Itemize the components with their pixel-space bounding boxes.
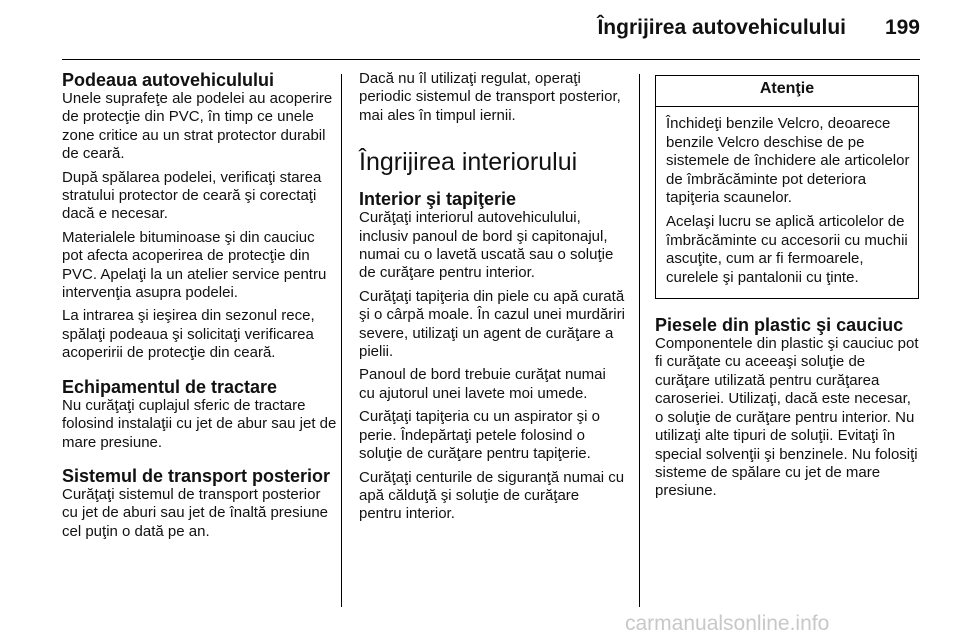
section-title: Podeaua autovehiculului — [62, 70, 275, 90]
column-middle — [359, 70, 625, 529]
warning-title: Atenţie — [656, 76, 918, 107]
paragraph: După spălarea podelei, verificaţi starea stratului protector de ceară şi corectaţi dacă e necesar. — [62, 168, 322, 223]
column-divider-1 — [341, 74, 342, 607]
column-left — [62, 70, 338, 555]
section-towing-equipment — [62, 377, 338, 452]
section-rear-carrier — [62, 466, 338, 541]
paragraph: Curăţaţi interiorul autovehiculului, inclusiv panoul de bord şi capitonajul, numai cu o lavetă uscată sau o soluţie de curăţare pentru interior. — [359, 209, 614, 282]
running-title: Îngrijirea autovehiculului — [597, 16, 846, 39]
warning-box — [655, 75, 919, 299]
paragraph: Curăţaţi sistemul de transport posterior cu jet de aburi sau jet de înaltă presiune cel puţin o dată pe an. — [62, 485, 329, 540]
paragraph: Nu curăţaţi cuplajul sferic de tractare folosind instalaţii cu jet de abur sau jet de mare presiune. — [62, 396, 337, 451]
paragraph: La intrarea şi ieşirea din sezonul rece, spălaţi podeaua şi solicitaţi verificarea acoperirii de protecţie din ceară. — [62, 307, 315, 362]
section-title: Interior şi tapiţerie — [359, 189, 517, 210]
paragraph: Materialele bituminoase şi din cauciuc pot afecta acoperirea de protecţie din PVC. Apelaţi la un atelier service pentru intervenţia asupra podelei. — [62, 228, 327, 302]
paragraph: Curăţaţi tapiţeria din piele cu apă curată şi o cârpă moale. În cazul unei murdăriri severe, utilizaţi un agent de curăţare a pielii. — [359, 287, 625, 361]
column-right — [655, 75, 920, 515]
paragraph: Curăţaţi centurile de siguranţă numai cu apă călduţă şi soluţie de curăţare pentru interior. — [359, 468, 625, 523]
page-number: 199 — [884, 16, 920, 39]
paragraph: Unele suprafeţe ale podelei au acoperire de protecţie din PVC, în timp ce unele zone critice au un strat protector durabil de ceară. — [62, 90, 333, 163]
header-divider — [62, 59, 920, 60]
warning-paragraph: Închideţi benzile Velcro, deoarece benzile Velcro deschise de pe sistemele de închidere ale articolelor de îmbrăcăminte pot deteriora tapiţeria scaunelor. — [666, 115, 910, 207]
paragraph: Dacă nu îl utilizaţi regulat, operaţi periodic sistemul de transport posterior, mai ales în timpul iernii. — [359, 70, 621, 124]
warning-paragraph: Acelaşi lucru se aplică articolelor de îmbrăcăminte cu accesorii cu muchii ascuţite, cum ar fi fermoarele, curelele şi pantalonii cu ţinte. — [666, 213, 908, 286]
column-divider-2 — [639, 74, 640, 607]
paragraph: Panoul de bord trebuie curăţat numai cu ajutorul unei lavete moi umede. — [359, 366, 606, 402]
paragraph: Componentele din plastic şi cauciuc pot fi curăţate cu aceeaşi soluţie de curăţare utilizată pentru curăţarea caroseriei. Utilizaţi, dacă este necesar, o soluţie de curăţare pentru interior. Nu utilizaţi alte tipuri de soluţii. Evitaţi în special solvenţii şi benzinele. Nu folosiţi sisteme de spălare cu jet de mare presiune. — [655, 335, 919, 500]
watermark: carmanualsonline.info — [625, 612, 830, 635]
section-title: Sistemul de transport posterior — [62, 465, 331, 486]
section-title: Echipamentul de tractare — [62, 376, 278, 397]
chapter-heading: Îngrijirea interiorului — [359, 148, 578, 177]
page-header — [62, 16, 920, 46]
section-title: Piesele din plastic şi cauciuc — [655, 315, 904, 336]
section-plastic-rubber — [655, 315, 920, 501]
section-vehicle-floor — [62, 70, 338, 363]
paragraph: Curăţaţi tapiţeria cu un aspirator şi o perie. Îndepărtaţi petele folosind o soluţie de curăţare pentru tapiţerie. — [359, 408, 600, 463]
warning-body — [656, 107, 918, 298]
